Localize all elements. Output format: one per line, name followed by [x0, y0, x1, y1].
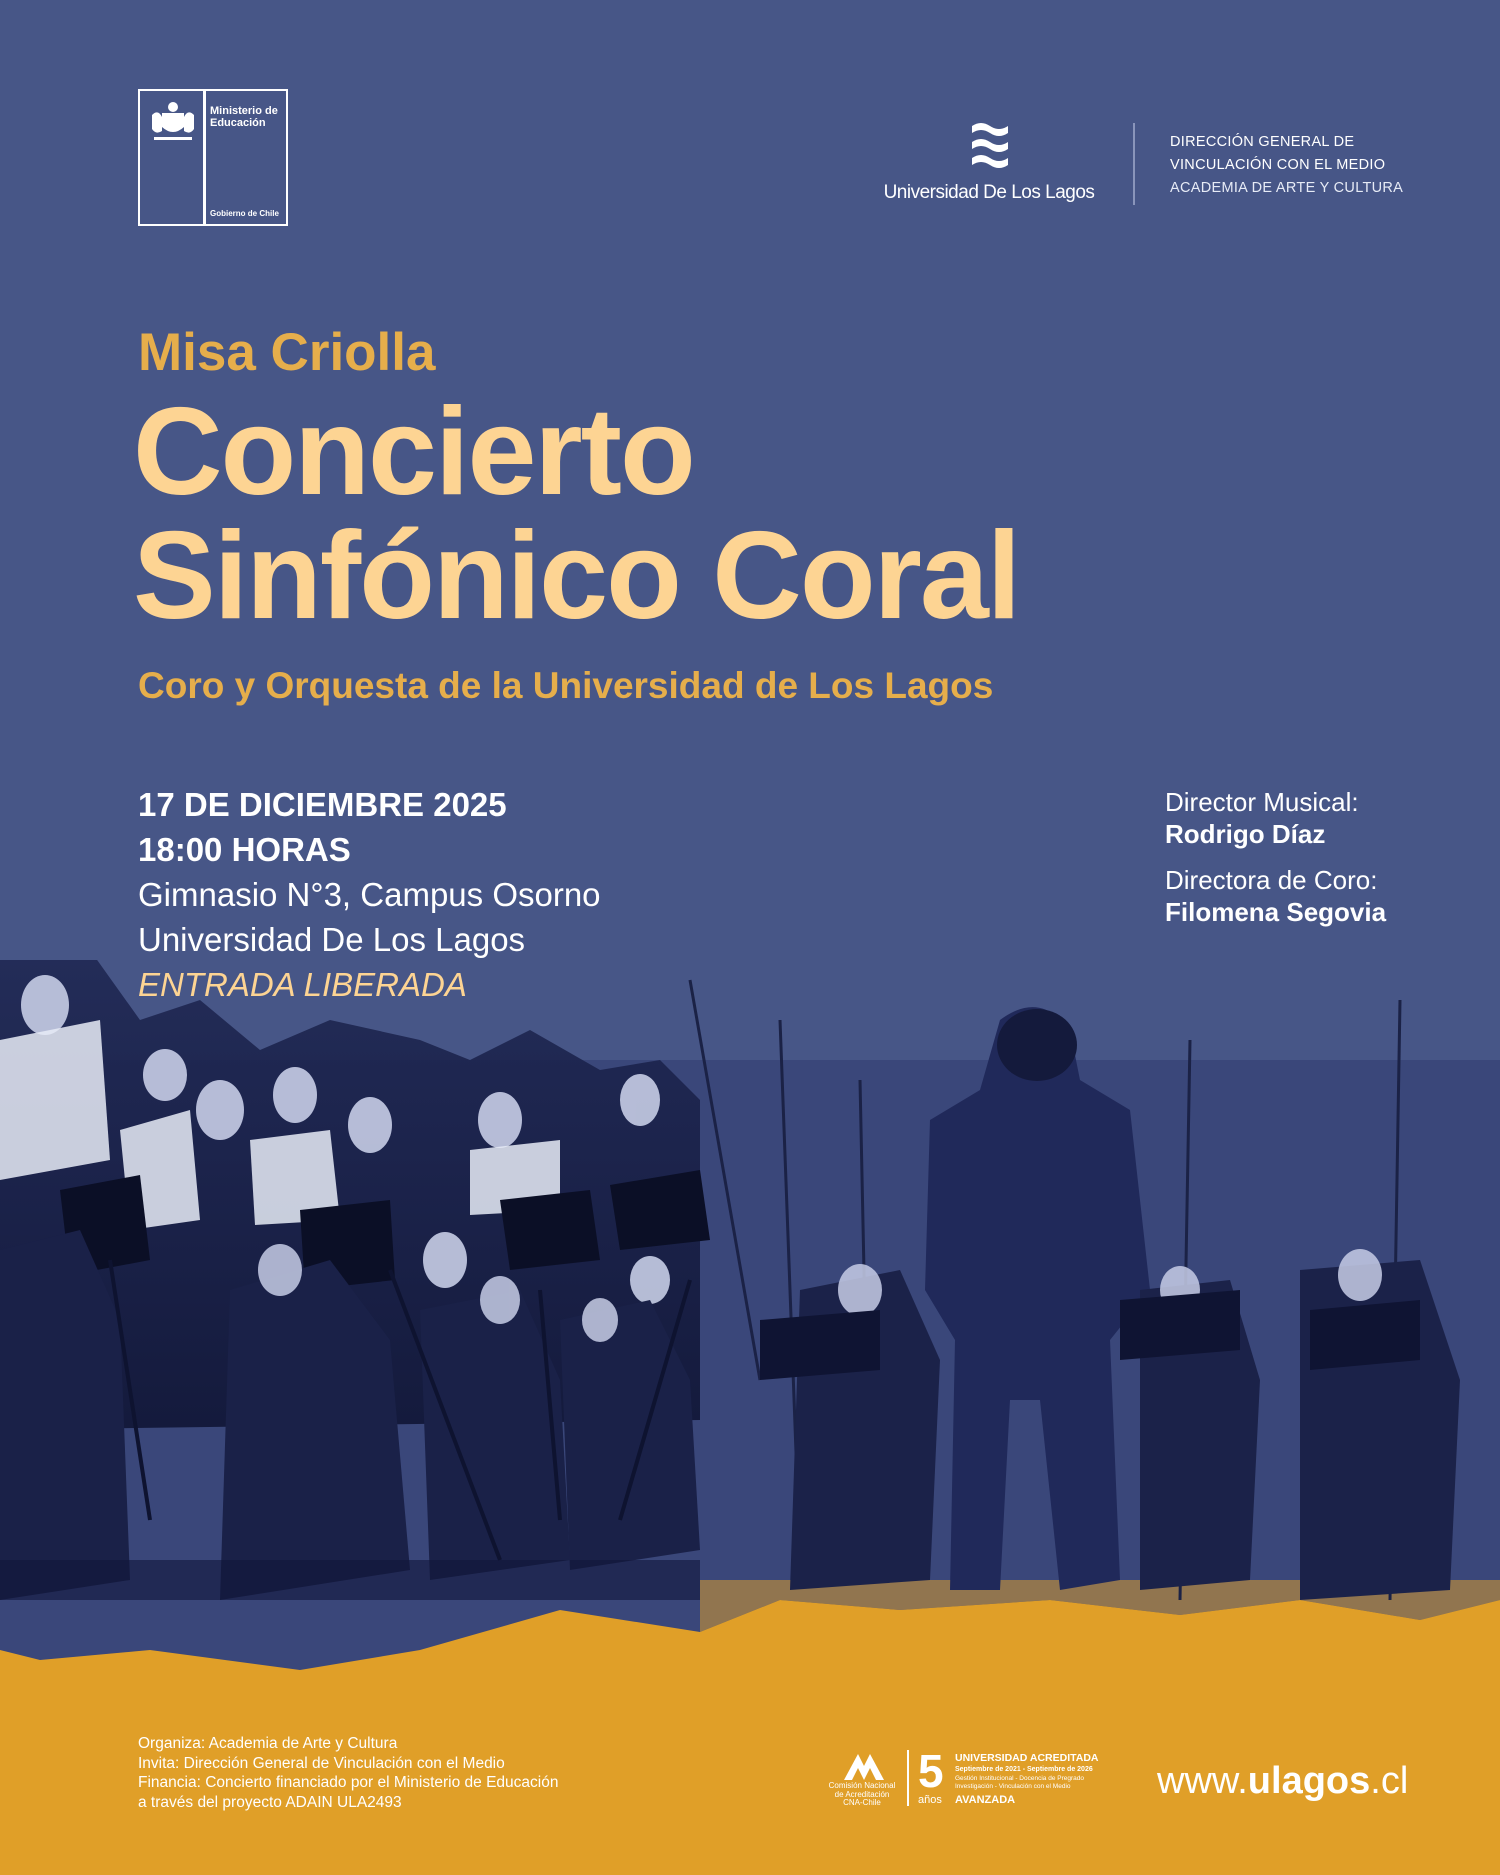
university-logo: [878, 122, 1100, 212]
accreditation-badge: [822, 1745, 1122, 1812]
event-title: [133, 383, 1020, 645]
accreditation-areas-line1: Gestión Institucional - Docencia de Pregrado: [955, 1775, 1084, 1782]
event-title-line2: Sinfónico Coral: [133, 507, 1020, 645]
accreditation-status: UNIVERSIDAD ACREDITADA: [955, 1752, 1099, 1764]
website-suffix: .cl: [1370, 1760, 1409, 1802]
cna-logo-icon: [840, 1752, 888, 1782]
invite-line: Invita: Dirección General de Vinculación con el Medio: [138, 1754, 505, 1772]
website-link[interactable]: [1157, 1760, 1408, 1803]
waves-icon: [970, 122, 1010, 172]
cna-line1: Comisión Nacional: [828, 1781, 896, 1790]
ministry-logo-divider: [203, 91, 206, 224]
event-title-line1: Concierto: [133, 383, 694, 521]
accreditation-level: AVANZADA: [955, 1794, 1016, 1806]
choir-director-name: Filomena Segovia: [1165, 897, 1387, 927]
ministry-logo: [138, 89, 288, 226]
government-label: Gobierno de Chile: [210, 209, 279, 218]
cna-line3: CNA-Chile: [843, 1798, 881, 1807]
cna-divider: [907, 1750, 909, 1806]
funding-line1: Financia: Concierto financiado por el Ministerio de Educación: [138, 1774, 559, 1791]
website-domain: ulagos: [1247, 1760, 1371, 1802]
accreditation-areas-line2: Investigación - Vinculación con el Medio: [955, 1783, 1071, 1790]
concert-photo: [0, 960, 1500, 1695]
event-date: 17 DE DICIEMBRE 2025: [138, 786, 507, 823]
website-prefix: www.: [1157, 1760, 1248, 1802]
event-credits: [1165, 786, 1386, 928]
event-performers: Coro y Orquesta de la Universidad de Los Lagos: [138, 665, 994, 706]
event-subtitle: Misa Criolla: [138, 323, 436, 382]
department-block: [1170, 131, 1403, 200]
music-director-label: Director Musical:: [1165, 787, 1359, 817]
accreditation-period: Septiembre de 2021 - Septiembre de 2026: [955, 1766, 1093, 1773]
department-line1: DIRECCIÓN GENERAL DE: [1170, 134, 1355, 150]
event-time: 18:00 HORAS: [138, 831, 351, 868]
cna-name: [822, 1782, 902, 1808]
accreditation-years-label: años: [918, 1794, 942, 1806]
event-admission: ENTRADA LIBERADA: [138, 966, 467, 1003]
ministry-name-line2: Educación: [210, 117, 266, 129]
event-venue-line1: Gimnasio N°3, Campus Osorno: [138, 876, 601, 913]
music-director-name: Rodrigo Díaz: [1165, 819, 1326, 849]
coat-of-arms-icon: [148, 99, 198, 143]
department-line3: ACADEMIA DE ARTE Y CULTURA: [1170, 180, 1404, 196]
organizers-block: [138, 1734, 558, 1812]
accreditation-years: 5: [918, 1745, 944, 1797]
ministry-name-line1: Ministerio de: [210, 105, 278, 117]
header-divider: [1133, 123, 1135, 205]
choir-director-label: Directora de Coro:: [1165, 865, 1378, 895]
department-line2: VINCULACIÓN CON EL MEDIO: [1170, 157, 1386, 173]
ministry-name: [210, 105, 286, 129]
organizer-line: Organiza: Academia de Arte y Cultura: [138, 1735, 398, 1752]
event-venue-line2: Universidad De Los Lagos: [138, 921, 526, 958]
cna-line2: de Acreditación: [834, 1789, 890, 1799]
funding-line2: a través del proyecto ADAIN ULA2493: [138, 1793, 402, 1811]
university-name: Universidad De Los Lagos: [883, 182, 1095, 203]
